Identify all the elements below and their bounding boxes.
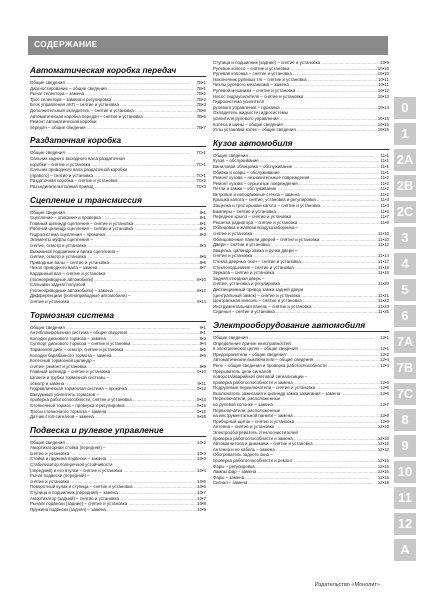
toc-entry-page: 8•2 [199,231,206,237]
toc-entry-title: Виниловая облицовка – обслуживание ..... [213,164,380,170]
toc-entry-title: (центральный замок) – снятие и установка ..... [213,293,378,299]
toc-entry-title: Сиденья – снятие и установка ..... [213,309,378,315]
toc-entry-title: Общие сведения ..... [213,153,375,159]
toc-entry-title: Рулевое колесо – снятие и установка ..... [213,66,378,72]
toc-entry-title: усилителя рулевого управления ..... [213,116,378,122]
right-column [213,60,389,486]
toc-entry-title: снятие и установка ..... [30,451,197,457]
toc-entry-page: 9•15 [197,408,206,414]
toc-entry-page: 9•6 [199,352,206,358]
toc-entry-page: 12•4 [380,362,389,368]
toc-entry-page: 8•10 [197,276,206,282]
toc-entry-title: в электрических цепях – общие сведения ..... [213,346,380,352]
toc-entry-page: 12•16 [377,463,389,469]
toc-entry-page: 7C•3 [196,183,206,189]
toc-entry-page: 11•7 [380,214,389,220]
toc-entry-page: 9•3 [199,335,206,341]
toc-entry-page: 7B•2 [196,91,206,97]
toc-entry-page: 8•1 [199,209,206,215]
toc-entry-page: 12•2 [380,351,389,357]
toc-entry-page: 11•25 [378,309,389,315]
toc-entry-page: 10•10 [377,65,389,71]
toc-entry-page: 12•4 [380,357,389,363]
toc-entry-title: Рулевой механизм – снятие и установка ..... [213,88,378,94]
toc-entry-page: 11•22 [378,298,389,304]
toc-entry-page: 10•2 [197,439,206,445]
toc-entry-title: Стояночный тормоз – проверка и регулировка ..... [30,403,197,409]
toc-entry-page: 8•1 [199,215,206,221]
toc-entry-title: Инструментальная панель – снятие и установка ..... [213,304,378,310]
toc-entry-title: Крышка капота – снятие, установка и регулировка ..... [213,197,380,203]
toc-entry-page: 11•20 [378,281,389,287]
toc-entry-title: Шланги и трубки тормозной системы – [30,374,110,380]
toc-entry-page: 7C•1 [196,172,206,178]
toc-entry-title: Обивка и ковры – обслуживание ..... [213,170,380,176]
toc-entry-title: Петли и замки – обслуживание ..... [213,186,380,192]
toc-entry-title: снятие и установка ..... [30,479,197,485]
toc-entry-title: Трос селектора – замена и регулировка ..... [30,97,197,103]
toc-entry-title: (полноприводные автомобили) – замена ..... [30,288,197,294]
toc-entry-page: 8•3 [199,243,206,249]
toc-entry-title: Рулевая колонка – снятие и установка ..... [213,71,378,77]
chapter-tab[interactable]: 2C [394,201,416,223]
toc-entry-title: Главный цилиндр – снятие и установка ..... [30,369,197,375]
toc-entry-page: 11•23 [378,303,389,309]
toc-entry-page: 11•2 [380,191,389,197]
toc-entry-page: 11•12 [378,242,389,248]
chapter-tab[interactable]: 0 [394,97,416,119]
toc-entry-title: Карданный вал – снятие и установка [30,271,106,277]
toc-entry-title: проверка работоспособности, снятие и установка ..... [30,397,197,403]
toc-entry-page: 9•1 [199,324,206,330]
toc-entry-title: Обогреватель заднего окна – [213,452,273,458]
chapter-tab[interactable]: 4 [394,253,416,275]
toc-entry-title: Стекла дверных окон – снятие и установка ..... [213,259,378,265]
chapter-tab[interactable]: 7C [394,383,416,405]
toc-entry-title: проверка работоспособности и замена ..... [213,436,378,442]
toc-entry-page: 11•17 [378,259,389,264]
toc-entry-title: Сигнал – замена ..... [213,480,375,486]
toc-entry-page: 8•2 [199,226,206,232]
toc-entry-title: Решетка радиатора – снятие и установка ..... [213,220,380,226]
toc-entry-title: Ступица и подшипник (передний) – замена ..... [30,490,197,496]
toc-entry-title: Гидросистема сцепления – прокачка ..... [30,232,200,238]
toc-entry-title: Рычаг селектора – замена ..... [30,91,197,97]
toc-entry-title: Гидросистема усилителя [213,99,264,105]
toc-entry-page: 10•6 [197,484,206,490]
toc-entry-page: 10•9 [380,60,389,65]
toc-entry-page: 10•11 [378,76,389,82]
toc-entry-title: Гидравлическая тормозная система – прокачка ..... [30,386,197,392]
toc-entry-page: 11•2 [380,186,389,192]
toc-entry-page: 11•14 [378,253,389,259]
toc-entry-page: 12•10 [377,424,389,430]
toc-entry[interactable] [30,299,206,305]
toc-entry-page: 10•14 [377,104,389,110]
toc-entry-title: Блок управления АКП – снятие и установка ..... [30,102,197,108]
section-title: Электрооборудование автомобиля [213,320,389,332]
chapter-tab[interactable]: 1 [394,123,416,145]
toc-entry-page: 12•16 [377,469,389,475]
chapter-tab[interactable]: 7B [394,357,416,379]
toc-entry-page: 8•14 [197,299,206,304]
toc-entry-title: Охладитель жидкости гидросистемы [213,110,289,116]
toc-entry-title: Колодки дискового тормоза – замена ..... [30,336,200,342]
toc-entry-page: 12•10 [377,435,389,441]
toc-entry-title: Чехлы рулевого механизма – замена ..... [213,82,378,88]
toc-entry-page: 11•1 [380,169,389,175]
toc-entry-page: 10•10 [377,71,389,77]
toc-entry-title: Переключатели, расположенные [213,396,281,402]
toc-entry-title: Суппорт дискового тормоза – снятие и установка ..... [30,341,200,347]
toc-entry-title: Кузов – обслуживание ..... [213,158,380,164]
toc-entry-page: 12•1 [380,334,389,340]
toc-entry-title: Предохранители – общие сведения ..... [213,352,380,358]
toc-entry-page: 7B•5 [196,107,206,113]
toc-entry-title: передач – общие сведения ..... [30,125,197,131]
chapter-tab[interactable]: 12 [394,513,416,535]
toc-entry-page: 9•13 [197,397,206,403]
toc-entry-page: 11•2 [380,175,389,181]
toc-entry-title: Переднее крыло – снятие и установка ..... [213,214,380,220]
toc-entry-title: Общие сведения ..... [30,150,192,156]
toc-entry-page: 9•9 [199,363,206,369]
toc-entry-title: Двери – снятие и установка ..... [213,242,378,248]
toc-entry-title: Автоматические выключатели – общие сведения ..... [213,357,380,363]
toc-entry-page: 11•3 [380,203,389,209]
chapter-tab[interactable]: 7A [394,331,416,353]
toc-entry-title: Приводные валы – снятие и установка ..... [30,260,200,266]
toc-entry-title: Фары – регулировка ..... [213,464,378,470]
section-title: Автоматическая коробка передач [30,65,206,77]
toc-entry-page: 8•6 [199,259,206,265]
toc-entry-title: снятие и установка ..... [213,231,378,237]
toc-entry-page: 11•8 [380,219,389,225]
toc-entry-title: Тормозной диск – осмотр, снятие и установка ..... [30,347,200,353]
chapter-tabs [394,97,416,565]
toc-entry-title: Ветровое и неподвижные стекла – замена ..... [213,192,380,198]
toc-entry-title: Амортизатор (задний) – снятие и установка ..... [30,496,197,502]
toc-entry-page: 9•1 [199,330,206,336]
chapter-tab[interactable]: 5 [394,279,416,301]
toc-entry-title: Колеса и шины – общие сведения ..... [213,122,378,128]
toc-entry-title: осмотр и замена ..... [30,381,192,387]
toc-entry-title: Переключатели, расположенные [213,407,281,413]
toc-entry-title: Дистанционный привод замка задней двери [213,286,304,292]
toc-entry-title: Общие сведения ..... [30,440,192,446]
chapter-tab[interactable]: 3 [394,227,416,249]
toc-entry-title: Насос гидроусилителя – снятие и установка ..... [213,94,378,100]
toc-entry-title: Диагностирование – общие сведения ..... [30,86,197,92]
toc-entry-title: снятие, осмотр и установка ..... [30,243,200,249]
toc-entry-title: Антенна – снятие и установка ..... [213,424,378,430]
toc-entry-title: Защелка и трос крышки капота – снятие и установка ..... [213,203,380,209]
toc-entry-title: Зеркала – снятие и установка ..... [213,270,378,276]
toc-entry-page: 9•11 [197,380,206,386]
toc-entry-title: Облицовочные панели дверей – снятие и установка ..... [213,237,378,243]
toc-entry-page: 9•5 [199,346,206,352]
toc-entry-title: Выключатель зажигания и цилиндр замка зажигания – замена ..... [213,391,380,397]
toc-entry-title: Автомагнитола и динамики – снятие и установка ..... [213,441,378,447]
toc-entry-title: Рычаги подвески (задние) – снятие и установка ..... [30,501,197,507]
toc-entry-title: снятие, осмотр и установка ..... [30,254,200,260]
toc-entry-page: 12•6 [380,385,389,391]
toc-entry[interactable] [213,480,389,486]
toc-entry-page: 10•5 [197,478,206,484]
toc-entry-title: снятие и установка ..... [213,253,378,259]
toc-entry-title: Дополнительный охладитель – снятие и установка ..... [30,108,197,114]
toc-entry-title: Элементы муфты сцепления – [30,237,93,243]
toc-entry-title: Колесный тормозной цилиндр – [30,358,96,364]
toc-entry-page: 9•10 [197,369,206,375]
contents-title: СОДЕРЖАНИЕ [34,39,98,49]
toc-entry-title: Чехол приводного вала – замена ..... [30,265,200,271]
toc-entry-page: 7C•1 [196,161,206,167]
toc-entry-title: Фары – замена ..... [213,475,372,481]
toc-entry-page: 12•5 [380,379,389,385]
toc-entry-title: Выжимной подшипник и вилка сцепления – [30,248,119,254]
toc-entry-page: 8•12 [197,287,206,293]
section-title: Подвеска и рулевое управление [30,425,206,437]
toc-entry-page: 12•7 [380,402,389,408]
section-title: Раздаточная коробка [30,135,206,147]
toc-entry-title: снятие, установка и регулировка ..... [213,281,378,287]
toc-entry-title: Общие сведения ..... [30,325,192,331]
contents-header [28,36,388,55]
toc-entry-page: 9•12 [197,386,206,392]
toc-entry-page: 12•9 [380,418,389,424]
toc-entry-title: (передний) и его втулки – снятие и установка ..... [30,468,197,474]
toc-entry[interactable] [30,414,206,420]
toc-entry-title: Стабилизатор поперечной устойчивости [30,462,113,468]
toc-entry-title: Сальники задних полуосей [30,282,86,288]
toc-entry-page: 10•15 [377,127,389,133]
toc-entry-page: 10•11 [378,82,389,88]
toc-entry-title: Определение причин неисправностей [213,340,291,346]
chapter-tab[interactable]: 2A [394,149,416,171]
toc-entry[interactable] [30,507,206,513]
toc-entry-title: Дифференциал (полноприводные автомобили) – [30,293,131,299]
toc-entry-page: 12•8 [380,413,389,419]
toc-entry-page: 7B•1 [196,85,206,91]
toc-entry-title: снятие, ремонт и установка ..... [30,364,200,370]
toc-entry-title: на рулевой колонке – замена ..... [213,402,380,408]
toc-entry-title: Сцепление – описание и проверка ..... [30,215,200,221]
toc-entry-title: Автоматическая коробка передач – снятие и установка ..... [30,114,197,120]
left-column [30,60,206,512]
toc-entry-title: Амортизаторная стойка (передняя) – [30,445,106,451]
toc-entry-page: 12•12 [377,446,389,452]
toc-entry-title: Стеклоподъемник – снятие и установка ..... [213,265,378,271]
toc-entry-title: Электрообогреватель стеклоочистителей [213,430,298,436]
chapter-tab[interactable]: 8 [394,409,416,431]
toc-entry-title: Антиблокировочная система – общие сведения ..... [30,330,200,336]
toc-entry-title: Датчик стоп-сигналов – замена ..... [30,414,197,420]
chapter-tab[interactable]: 9 [394,435,416,457]
toc-entry-page: 10•15 [377,121,389,127]
toc-entry-title: Общие сведения ..... [30,80,192,86]
toc-entry-title: Тросы стояночного тормоза – замена ..... [30,409,197,415]
toc-entry-page: 12•6 [380,390,389,396]
toc-entry-title: Защелка, цилиндр замка и ручка двери – [213,247,298,253]
toc-entry-page: 9•4 [199,341,206,347]
toc-entry-page: 10•7 [197,495,206,501]
toc-entry-page: 7B•3 [196,102,206,108]
toc-entry-page: 10•3 [197,450,206,456]
toc-entry-page: 12•15 [377,458,389,463]
toc-entry-title: Главный цилиндр сцепления – снятие и установка ..... [30,221,200,227]
toc-entry-title: Облицовка и жалюзи воздухозаборника – [213,225,298,231]
toc-entry-title: Ступица и подшипник (задние) – снятие и установка ..... [213,60,380,66]
toc-entry-title: Рычаг подвески (передний) – [30,473,90,479]
toc-entry-title: проверка работоспособности и замена ..... [213,380,380,386]
toc-entry-page: 11•5 [380,208,389,214]
toc-entry-page: 10•4 [197,467,206,473]
toc-entry-title: Бамперы – снятие и установка ..... [213,209,380,215]
toc-entry-page: 10•15 [377,115,389,121]
toc-entry-title: Колодки барабанного тормоза – замена ..... [30,353,200,359]
toc-entry-title: Ремонт автоматической коробки [30,119,97,125]
toc-entry-title: Раздаточная коробка – снятие и установка ..... [30,178,196,184]
toc-entry-title: рулевого управления – прокачка ..... [213,105,378,111]
toc-entry-page: 12•1 [380,346,389,352]
toc-entry-title: Ремонт кузова – незначительные повреждения ..... [213,175,380,181]
toc-entry-title: Реле – общие сведения и проверка работоспособности ..... [213,363,380,369]
toc-entry[interactable] [213,127,389,133]
toc-entry-page: 7C•2 [196,178,206,184]
chapter-tab[interactable]: 6 [394,305,416,327]
toc-entry-title: Антенна и ее кабель – замена ..... [213,447,378,453]
toc-entry-page: 7B•2 [196,96,206,102]
toc-entry[interactable] [213,309,389,315]
toc-entry-page: 12•16 [377,474,389,480]
toc-entry-title: Углы установки колес – общие сведения ..... [213,127,378,133]
toc-entry-title: снятие и установка ..... [30,299,197,305]
toc-entry-title: Прерыватель цепи сигналов [213,368,272,374]
toc-entry-title: Ремонт кузова – серьезные повреждения ..... [213,181,380,187]
toc-entry-title: Поворотный кулак и ступица – снятие и установка ..... [30,484,197,490]
toc-entry-title: Лампы фар – замена ..... [213,469,378,475]
toc-entry[interactable] [30,184,206,190]
toc-entry-page: 12•18 [377,480,389,486]
chapter-tab[interactable]: 11 [394,487,416,509]
toc-entry-title: Приборный щиток – снятие и установка ..... [213,419,380,425]
toc-entry-page: 12•12 [377,441,389,447]
toc-entry-page: 11•10 [378,236,389,242]
toc-entry-page: 8•1 [199,220,206,226]
chapter-tab[interactable]: 10 [394,461,416,483]
toc-entry-page: 11•1 [380,163,389,169]
toc-entry-title: проверка работоспособности и ремонт ..... [213,458,378,464]
toc-entry-page: 10•13 [377,93,389,99]
toc-entry-title: Стойка и пружина подвески – замена ..... [30,456,197,462]
toc-entry-title: Разъединитель/полный привод ..... [30,184,196,190]
toc-entry-page: 11•1 [380,158,389,164]
toc-entry-page: 11•2 [380,180,389,186]
toc-entry-title: Подрулевые переключатели – снятие и установка ..... [213,385,380,391]
section-title: Кузов автомобиля [213,138,389,150]
toc-entry-page: 10•3 [197,456,206,462]
toc-entry-page: 11•21 [378,292,389,298]
toc-entry-title: Пружина подвески (задняя) – замена ..... [30,507,197,513]
toc-entry-title: Центральная консоль – снятие и установка ..... [213,298,378,304]
toc-entry-page: 8•7 [199,265,206,271]
toc-entry[interactable] [30,125,206,131]
toc-entry-page: 7C•1 [196,150,206,156]
toc-entry-page: 11•10 [378,231,389,237]
toc-entry-title: Наконечник рулевых тяг – снятие и установка ..... [213,77,378,83]
chapter-tab[interactable]: A [394,539,416,561]
toc-entry-title: Сальник приводного вала раздаточной коробки [30,167,127,173]
toc-entry-title: Общие сведения ..... [30,210,192,216]
toc-entry-title: Рабочий цилиндр сцепления – снятие и установка ..... [30,226,200,232]
toc-entry-title: (полноприводные автомобили) ..... [30,277,197,283]
section-title: Сцепление и трансмиссия [30,195,206,207]
toc-entry-page: 11•3 [380,197,389,203]
toc-entry-title: Задняя откидная дверь – [213,275,265,281]
toc-entry-page: 9•16 [197,414,206,420]
toc-entry-page: 7B•5 [196,113,206,119]
toc-entry-page: 10•12 [377,87,389,93]
toc-entry-page: 9•15 [197,402,206,408]
toc-entry-title: поворота/аварийной световой сигнализации – [213,374,308,380]
chapter-tab[interactable]: 2B [394,175,416,197]
toc-entry-page: 7B•1 [196,80,206,85]
toc-entry-page: 11•1 [380,152,389,158]
toc-entry-title: коробки – снятие и установка ..... [30,162,196,168]
toc-entry-title: Вакуумный усилитель тормозов – [30,391,99,397]
toc-entry-page: 7B•7 [196,124,206,130]
toc-entry-page: 10•9 [197,506,206,512]
toc-entry-page: 10•8 [197,501,206,507]
toc-entry-title: Общие сведения ..... [213,335,375,341]
toc-entry-title: (правого) – снятие и установка ..... [30,173,196,179]
publisher-footer: Издательство «Монолит» [314,582,380,588]
toc-entry-page: 10•7 [197,490,206,496]
toc-entry-page: 11•18 [378,264,389,270]
toc-entry-title: на инструментальной панели – замена ..... [213,413,380,419]
toc-entry-page: 11•19 [378,270,389,276]
toc-entry-page: 8•5 [199,254,206,260]
toc-entry-title: Сальник заднего выходного вала раздаточной [30,155,125,161]
section-title: Тормозная система [30,310,206,322]
